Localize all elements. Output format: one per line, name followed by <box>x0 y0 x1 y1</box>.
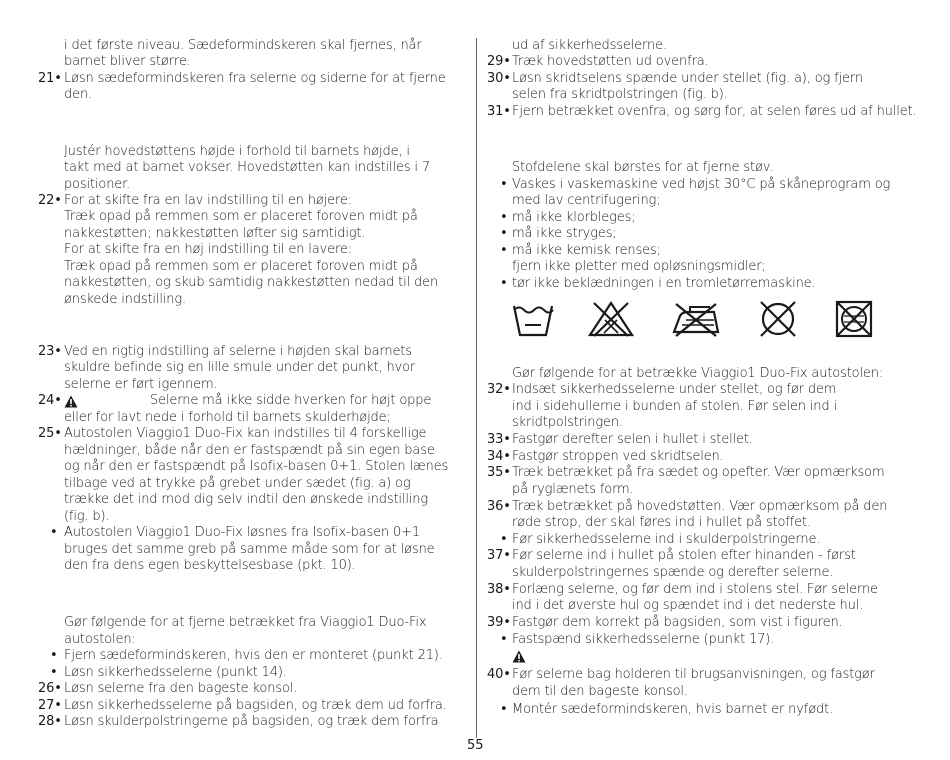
text-line: selerne er ført igennem. <box>64 377 218 392</box>
no-tumble-dry-icon <box>834 300 874 338</box>
step-number: 28• <box>38 714 62 729</box>
text-line: den. <box>64 87 93 102</box>
step-number: 26• <box>38 681 62 696</box>
text-line: Fjern sædeformindskeren, hvis den er monteret (punkt 21). <box>64 648 443 663</box>
text-line: barnet bliver større. <box>64 54 191 69</box>
text-line: skridtpolstringen. <box>512 415 623 430</box>
page-number: 55 <box>467 738 484 753</box>
text-line: Indsæt sikkerhedsselerne under stellet, og før dem <box>512 382 837 397</box>
bullet: • <box>500 702 508 717</box>
text-line: på ryglænets form. <box>512 482 634 497</box>
no-bleach-icon <box>588 300 634 338</box>
text-line: Fastgør derefter selen i hullet i stellet. <box>512 432 753 447</box>
text-line: Før sikkerhedsselerne ind i skulderpolstringerne. <box>512 532 821 547</box>
text-line: Træk opad på remmen som er placeret foroven midt på <box>64 209 418 224</box>
bullet: • <box>500 226 508 241</box>
text-line: Gør følgende for at fjerne betrækket fra Viaggio1 Duo-Fix <box>64 615 427 630</box>
text-line: den fra dens egen beskyttelsesbase (pkt. 10). <box>64 558 356 573</box>
text-line: Løsn sikkerhedsselerne på bagsiden, og træk dem ud forfra. <box>64 698 447 713</box>
step-number: 34• <box>487 449 511 464</box>
text-line: Fjern betrækket ovenfra, og sørg for, at selen føres ud af hullet. <box>512 104 917 119</box>
warning-icon <box>512 650 526 663</box>
text-line: takt med at barnet vokser. Hovedstøtten kan indstilles i 7 <box>64 160 430 175</box>
text-line: Montér sædeformindskeren, hvis barnet er nyfødt. <box>512 702 834 717</box>
text-line: Vaskes i vaskemaskine ved højst 30°C på skåneprogram og <box>512 177 891 192</box>
text-line: For at skifte fra en høj indstilling til en lavere: <box>64 242 352 257</box>
text-line: med lav centrifugering; <box>512 193 661 208</box>
wash-30-icon <box>512 300 554 338</box>
text-line: Justér hovedstøttens højde i forhold til barnets højde, i <box>64 144 410 159</box>
text-line: skuldre befinde sig en lille smule under det punkt, hvor <box>64 360 416 375</box>
bullet: • <box>50 665 58 680</box>
text-line: skulderpolstringernes spænde og derefter selerne. <box>512 565 834 580</box>
text-line: positioner. <box>64 177 131 192</box>
text-line: og når den er fastspændt på Isofix-basen 0+1. Stolen lænes <box>64 459 449 474</box>
column-divider <box>476 38 477 738</box>
step-number: 32• <box>487 382 511 397</box>
text-line: dem til den bageste konsol. <box>512 684 688 699</box>
text-line: Forlæng selerne, og før dem ind i stolens stel. Før selerne <box>512 582 878 597</box>
text-line: Løsn skulderpolstringerne på bagsiden, og træk dem forfra <box>64 714 439 729</box>
text-line: Autostolen Viaggio1 Duo-Fix løsnes fra Isofix-basen 0+1 <box>64 525 421 540</box>
bullet: • <box>500 276 508 291</box>
text-line: Stofdelene skal børstes for at fjerne støv. <box>512 160 774 175</box>
step-number: 21• <box>38 71 62 86</box>
step-number: 33• <box>487 432 511 447</box>
bullet: • <box>50 525 58 540</box>
text-line: Løsn sikkerhedsselerne (punkt 14). <box>64 665 287 680</box>
text-line: Fastgør stroppen ved skridtselen. <box>512 449 724 464</box>
step-number: 30• <box>487 71 511 86</box>
text-line: Før selerne ind i hullet på stolen efter hinanden - først <box>512 548 856 563</box>
text-line: Træk betrækket på hovedstøtten. Vær opmærksom på den <box>512 499 888 514</box>
step-number: 22• <box>38 193 62 208</box>
step-number: 36• <box>487 499 511 514</box>
step-number: 39• <box>487 615 511 630</box>
warning-icon <box>64 395 78 408</box>
text-line: Løsn selerne fra den bageste konsol. <box>64 681 298 696</box>
no-dry-clean-icon <box>758 300 798 338</box>
text-line: i det første niveau. Sædeformindskeren skal fjernes, når <box>64 38 422 53</box>
bullet: • <box>500 177 508 192</box>
text-line: autostolen: <box>64 632 136 647</box>
text-line: selen fra skridtpolstringen (fig. b). <box>512 87 728 102</box>
text-line: (fig. b). <box>64 509 110 524</box>
text-line: ønskede indstilling. <box>64 292 187 307</box>
step-number: 31• <box>487 104 511 119</box>
no-iron-icon <box>670 300 722 338</box>
text-line: Fastspænd sikkerhedsselerne (punkt 17). <box>512 632 775 647</box>
text-line: Løsn sædeformindskeren fra selerne og siderne for at fjerne <box>64 71 446 86</box>
text-line: ind i det øverste hul og spændet ind i det nederste hul. <box>512 598 864 613</box>
text-line: Før selerne bag holderen til brugsanvisningen, og fastgør <box>512 667 875 682</box>
text-line: ud af sikkerhedsselerne. <box>512 38 667 53</box>
step-number: 24• <box>38 393 62 408</box>
text-line: Gør følgende for at betrække Viaggio1 Duo-Fix autostolen: <box>512 366 884 381</box>
bullet: • <box>500 632 508 647</box>
text-line: Træk opad på remmen som er placeret foroven midt på <box>64 259 418 274</box>
text-line: nakkestøtten, og skub samtidig nakkestøtten nedad til den <box>64 275 439 290</box>
text-line: bruges det samme greb på samme måde som for at løsne <box>64 542 435 557</box>
text-line: må ikke klorbleges; <box>512 210 636 225</box>
bullet: • <box>50 648 58 663</box>
text-line: må ikke stryges; <box>512 226 617 241</box>
text-line: Træk betrækket på fra sædet og opefter. Vær opmærksom <box>512 465 885 480</box>
text-line: Autostolen Viaggio1 Duo-Fix kan indstilles til 4 forskellige <box>64 426 427 441</box>
bullet: • <box>500 243 508 258</box>
text-line: røde strop, der skal føres ind i hullet på stoffet. <box>512 515 811 530</box>
text-line: hældninger, både når den er fastspændt på sin egen base <box>64 443 435 458</box>
step-number: 40• <box>487 667 511 682</box>
text-line: trække det ind mod dig selv indtil den ønskede indstilling <box>64 492 429 507</box>
step-number: 23• <box>38 344 62 359</box>
text-line: tør ikke beklædningen i en tromletørremaskine. <box>512 276 816 291</box>
text-line: Fastgør dem korrekt på bagsiden, som vist i figuren. <box>512 615 843 630</box>
step-number: 38• <box>487 582 511 597</box>
text-line: Træk hovedstøtten ud ovenfra. <box>512 54 709 69</box>
text-line: nakkestøtten; nakkestøtten løfter sig samtidigt. <box>64 226 366 241</box>
text-line: fjern ikke pletter med opløsningsmidler; <box>512 259 766 274</box>
text-line: ind i sidehullerne i bunden af stolen. Før selen ind i <box>512 399 837 414</box>
text-line: tilbage ved at trykke på grebet under sædet (fig. a) og <box>64 476 411 491</box>
text-line: Løsn skridtselens spænde under stellet (fig. a), og fjern <box>512 71 863 86</box>
step-number: 37• <box>487 548 511 563</box>
step-number: 29• <box>487 54 511 69</box>
text-line: eller for lavt nede i forhold til barnets skulderhøjde; <box>64 410 391 425</box>
text-line: For at skifte fra en lav indstilling til en højere: <box>64 193 352 208</box>
text-line: må ikke kemisk renses; <box>512 243 661 258</box>
bullet: • <box>500 532 508 547</box>
step-number: 35• <box>487 465 511 480</box>
text-line: Ved en rigtig indstilling af selerne i højden skal barnets <box>64 344 412 359</box>
text-line: Selerne må ikke sidde hverken for højt oppe <box>150 393 432 408</box>
step-number: 27• <box>38 698 62 713</box>
bullet: • <box>500 210 508 225</box>
step-number: 25• <box>38 426 62 441</box>
